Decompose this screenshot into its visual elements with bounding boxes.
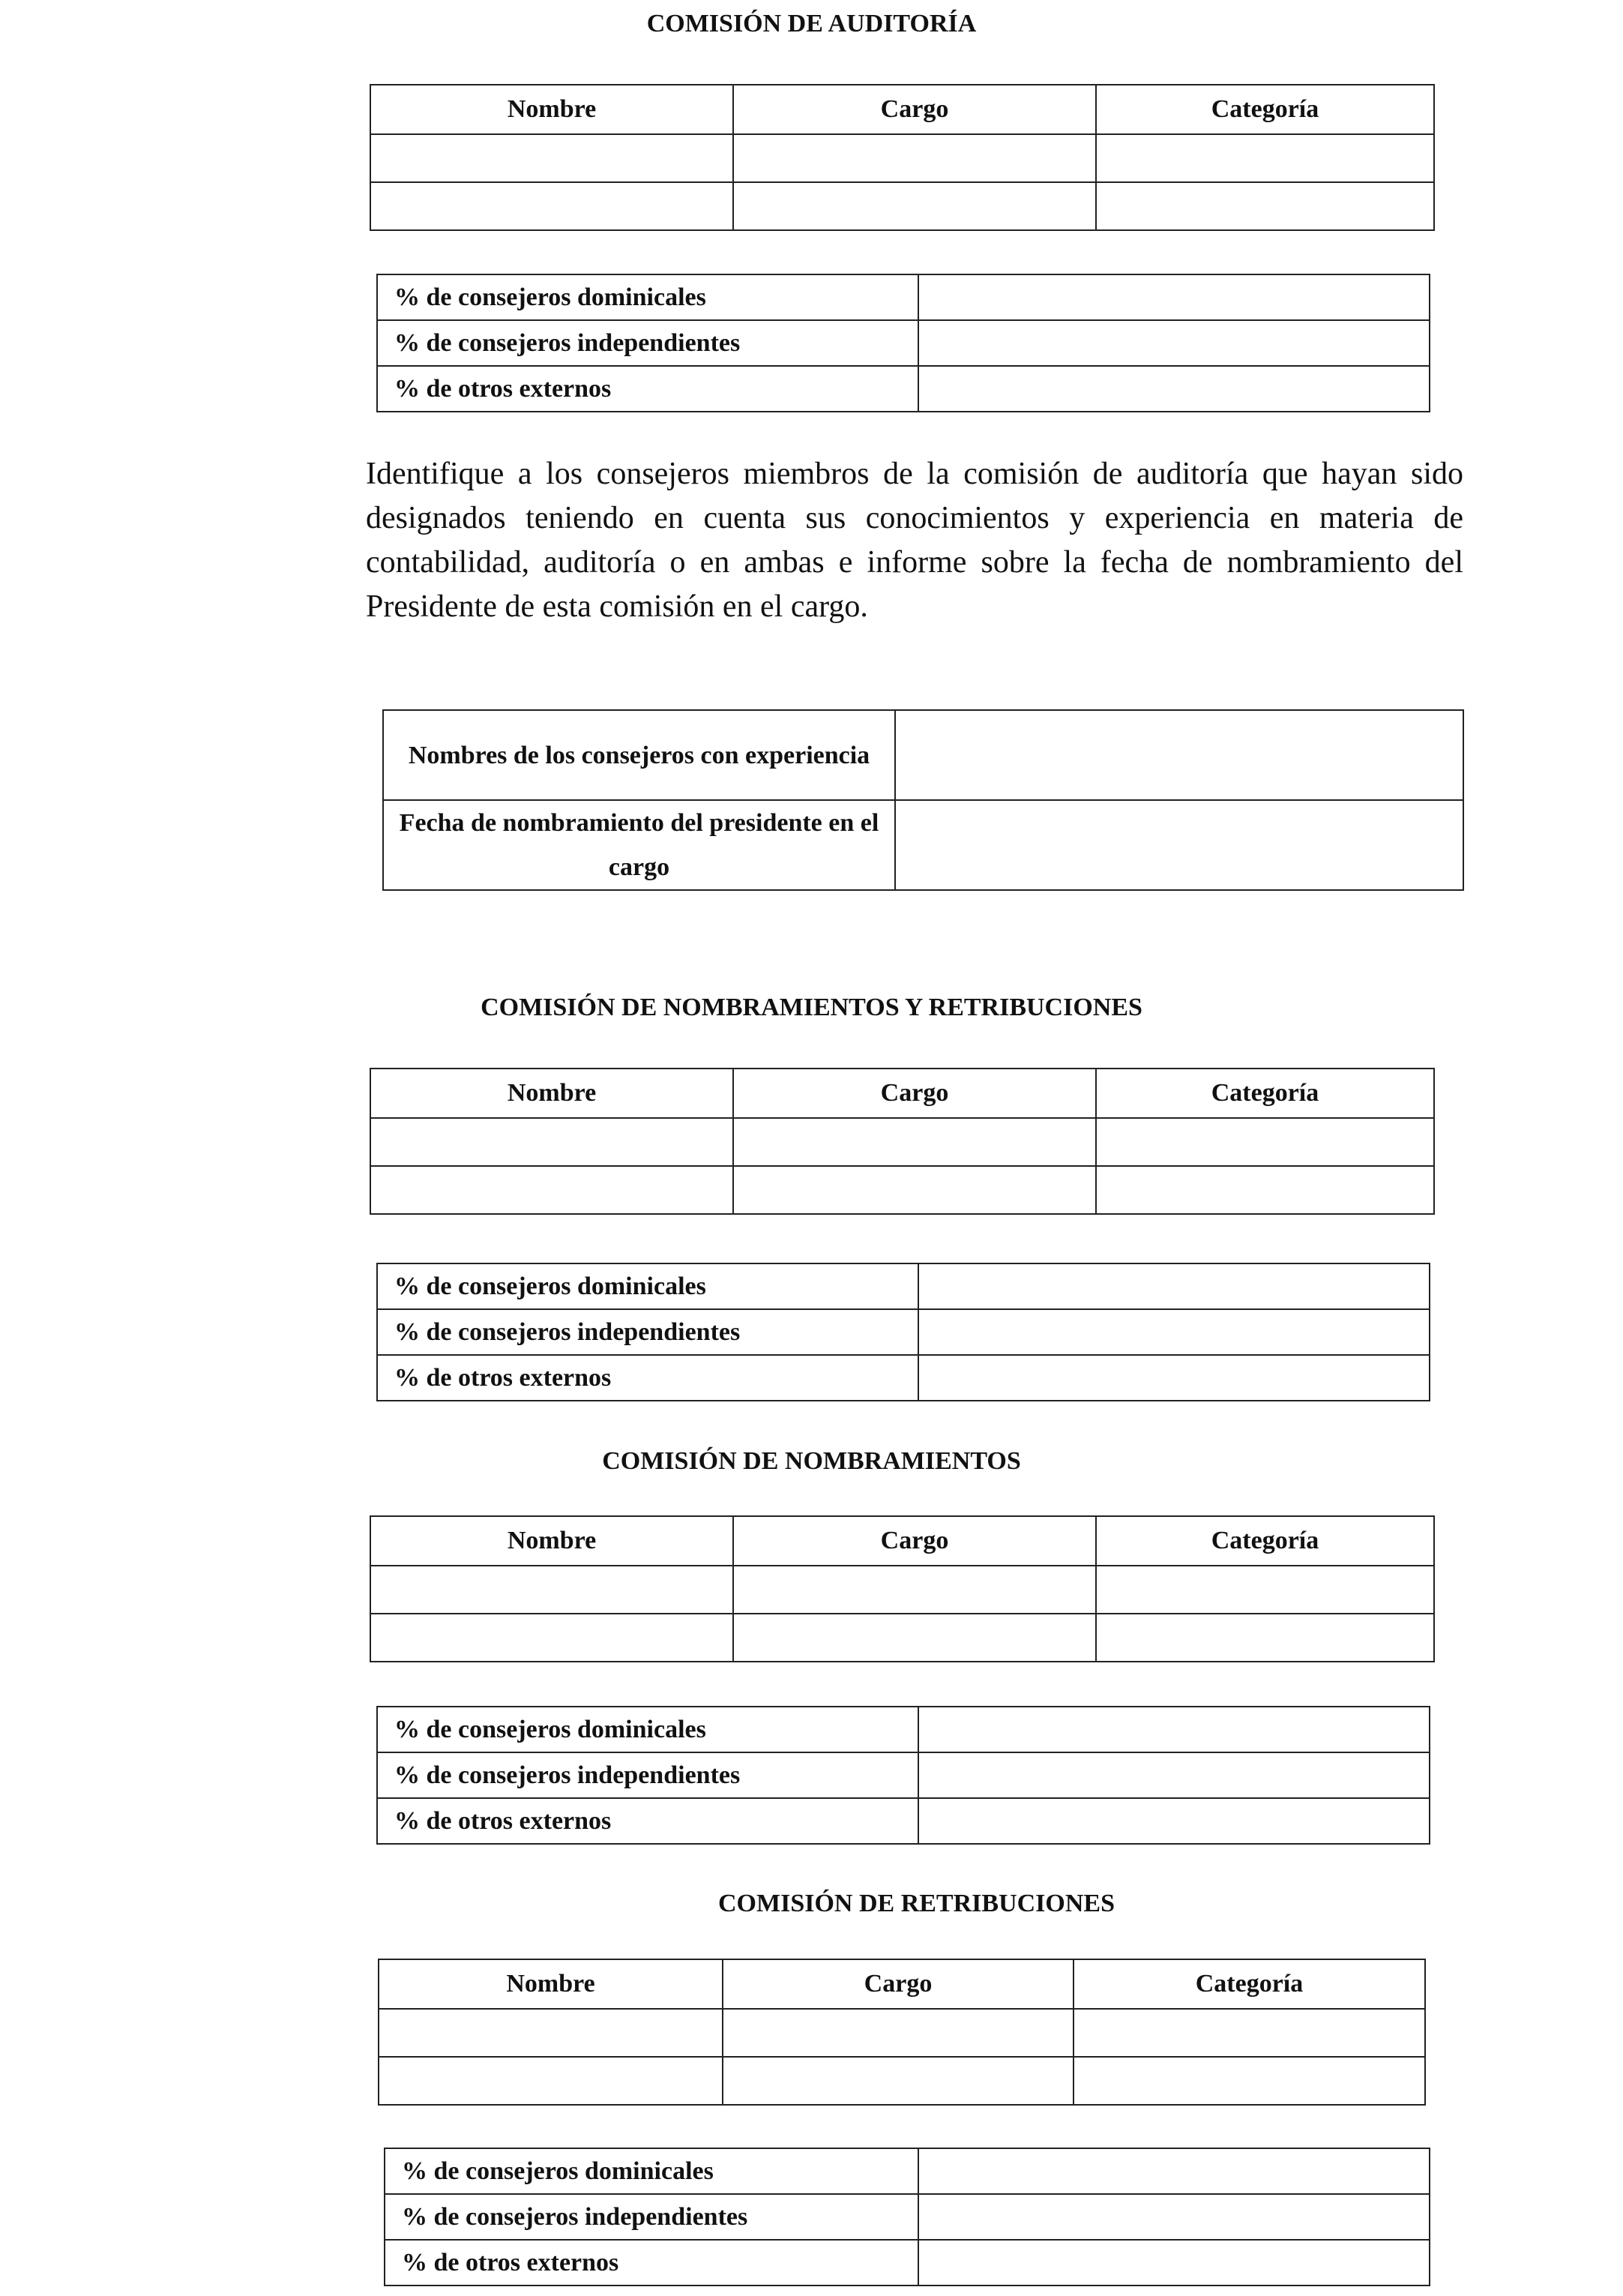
table-cell[interactable] <box>733 1118 1096 1166</box>
table-row <box>385 2194 1430 2240</box>
pct-value-cell[interactable] <box>918 1752 1430 1798</box>
members-table-nombramientos <box>370 1515 1435 1662</box>
pct-label-dominicales: % de consejeros dominicales <box>377 1707 918 1752</box>
column-header-cargo: Cargo <box>733 85 1096 134</box>
table-cell[interactable] <box>723 2009 1074 2057</box>
table-row <box>385 2148 1430 2194</box>
table-row <box>379 2057 1425 2105</box>
pct-label-otros-externos: % de otros externos <box>377 1355 918 1401</box>
pct-table-retribuciones <box>384 2148 1430 2286</box>
table-cell[interactable] <box>1096 1166 1434 1214</box>
table-row <box>370 134 1434 182</box>
table-row <box>383 710 1463 800</box>
column-header-nombre: Nombre <box>370 85 733 134</box>
table-row <box>377 366 1430 412</box>
section-title-auditoria: COMISIÓN DE AUDITORÍA <box>646 10 977 37</box>
pct-label-independientes: % de consejeros independientes <box>377 1309 918 1355</box>
table-row <box>370 1566 1434 1614</box>
section-title-nombramientos: COMISIÓN DE NOMBRAMIENTOS <box>602 1447 1021 1475</box>
pct-label-independientes: % de consejeros independientes <box>377 320 918 366</box>
column-header-nombre: Nombre <box>379 1959 723 2009</box>
pct-value-cell[interactable] <box>918 1309 1430 1355</box>
table-row <box>377 1752 1430 1798</box>
pct-value-cell[interactable] <box>918 2148 1430 2194</box>
pct-label-dominicales: % de consejeros dominicales <box>385 2148 918 2194</box>
table-cell[interactable] <box>370 1614 733 1662</box>
experience-value-cell[interactable] <box>895 710 1463 800</box>
pct-label-otros-externos: % de otros externos <box>377 366 918 412</box>
experience-table <box>382 709 1464 891</box>
pct-value-cell[interactable] <box>918 1263 1430 1309</box>
section-title-retribuciones: COMISIÓN DE RETRIBUCIONES <box>718 1890 1115 1917</box>
table-cell[interactable] <box>733 1166 1096 1214</box>
table-row <box>383 800 1463 890</box>
table-cell[interactable] <box>379 2009 723 2057</box>
experience-value-cell[interactable] <box>895 800 1463 890</box>
table-cell[interactable] <box>370 134 733 182</box>
column-header-cargo: Cargo <box>723 1959 1074 2009</box>
audit-paragraph: Identifique a los consejeros miembros de la comisión de auditoría que hayan sido designados teniendo en cuenta sus conocimientos y experiencia en materia de contabilidad, auditoría o en ambas e informe sobre la fecha de nombramiento del Presidente de esta comisión en el cargo. <box>366 457 1463 624</box>
table-cell[interactable] <box>1096 1566 1434 1614</box>
column-header-categoria: Categoría <box>1074 1959 1425 2009</box>
pct-value-cell[interactable] <box>918 1355 1430 1401</box>
column-header-cargo: Cargo <box>733 1069 1096 1118</box>
pct-value-cell[interactable] <box>918 366 1430 412</box>
pct-table-nombramientos-retribuciones <box>376 1263 1430 1401</box>
table-cell[interactable] <box>370 1118 733 1166</box>
table-cell[interactable] <box>1096 1614 1434 1662</box>
table-row <box>377 1309 1430 1355</box>
column-header-categoria: Categoría <box>1096 1069 1434 1118</box>
table-cell[interactable] <box>1074 2009 1425 2057</box>
pct-value-cell[interactable] <box>918 1707 1430 1752</box>
experience-label-nombres: Nombres de los consejeros con experiencia <box>383 710 895 800</box>
table-row <box>370 1166 1434 1214</box>
pct-label-otros-externos: % de otros externos <box>385 2240 918 2286</box>
column-header-cargo: Cargo <box>733 1516 1096 1566</box>
experience-label-fecha: Fecha de nombramiento del presidente en el cargo <box>383 800 895 890</box>
pct-value-cell[interactable] <box>918 1798 1430 1844</box>
table-row <box>379 2009 1425 2057</box>
column-header-nombre: Nombre <box>370 1069 733 1118</box>
column-header-categoria: Categoría <box>1096 1516 1434 1566</box>
pct-label-independientes: % de consejeros independientes <box>377 1752 918 1798</box>
members-table-nombramientos-retribuciones <box>370 1068 1435 1215</box>
table-row <box>377 1798 1430 1844</box>
table-cell[interactable] <box>370 1566 733 1614</box>
pct-value-cell[interactable] <box>918 274 1430 320</box>
table-row <box>377 1263 1430 1309</box>
table-row <box>385 2240 1430 2286</box>
table-row <box>370 1118 1434 1166</box>
table-row <box>370 1614 1434 1662</box>
table-cell[interactable] <box>733 182 1096 230</box>
members-table-auditoria <box>370 84 1435 231</box>
pct-value-cell[interactable] <box>918 2240 1430 2286</box>
table-cell[interactable] <box>723 2057 1074 2105</box>
table-cell[interactable] <box>1096 1118 1434 1166</box>
table-row <box>377 1355 1430 1401</box>
table-cell[interactable] <box>379 2057 723 2105</box>
pct-value-cell[interactable] <box>918 320 1430 366</box>
table-cell[interactable] <box>1096 182 1434 230</box>
pct-label-otros-externos: % de otros externos <box>377 1798 918 1844</box>
table-cell[interactable] <box>733 134 1096 182</box>
pct-table-nombramientos <box>376 1706 1430 1845</box>
column-header-categoria: Categoría <box>1096 85 1434 134</box>
table-row <box>377 274 1430 320</box>
table-cell[interactable] <box>1096 134 1434 182</box>
table-cell[interactable] <box>1074 2057 1425 2105</box>
pct-label-independientes: % de consejeros independientes <box>385 2194 918 2240</box>
column-header-nombre: Nombre <box>370 1516 733 1566</box>
table-row <box>377 1707 1430 1752</box>
pct-value-cell[interactable] <box>918 2194 1430 2240</box>
members-table-retribuciones <box>378 1959 1426 2106</box>
pct-table-auditoria <box>376 274 1430 412</box>
table-cell[interactable] <box>370 1166 733 1214</box>
pct-label-dominicales: % de consejeros dominicales <box>377 274 918 320</box>
table-cell[interactable] <box>733 1614 1096 1662</box>
pct-label-dominicales: % de consejeros dominicales <box>377 1263 918 1309</box>
section-title-nombramientos-retribuciones: COMISIÓN DE NOMBRAMIENTOS Y RETRIBUCIONES <box>481 994 1142 1021</box>
table-cell[interactable] <box>370 182 733 230</box>
table-row <box>377 320 1430 366</box>
table-row <box>370 182 1434 230</box>
table-cell[interactable] <box>733 1566 1096 1614</box>
